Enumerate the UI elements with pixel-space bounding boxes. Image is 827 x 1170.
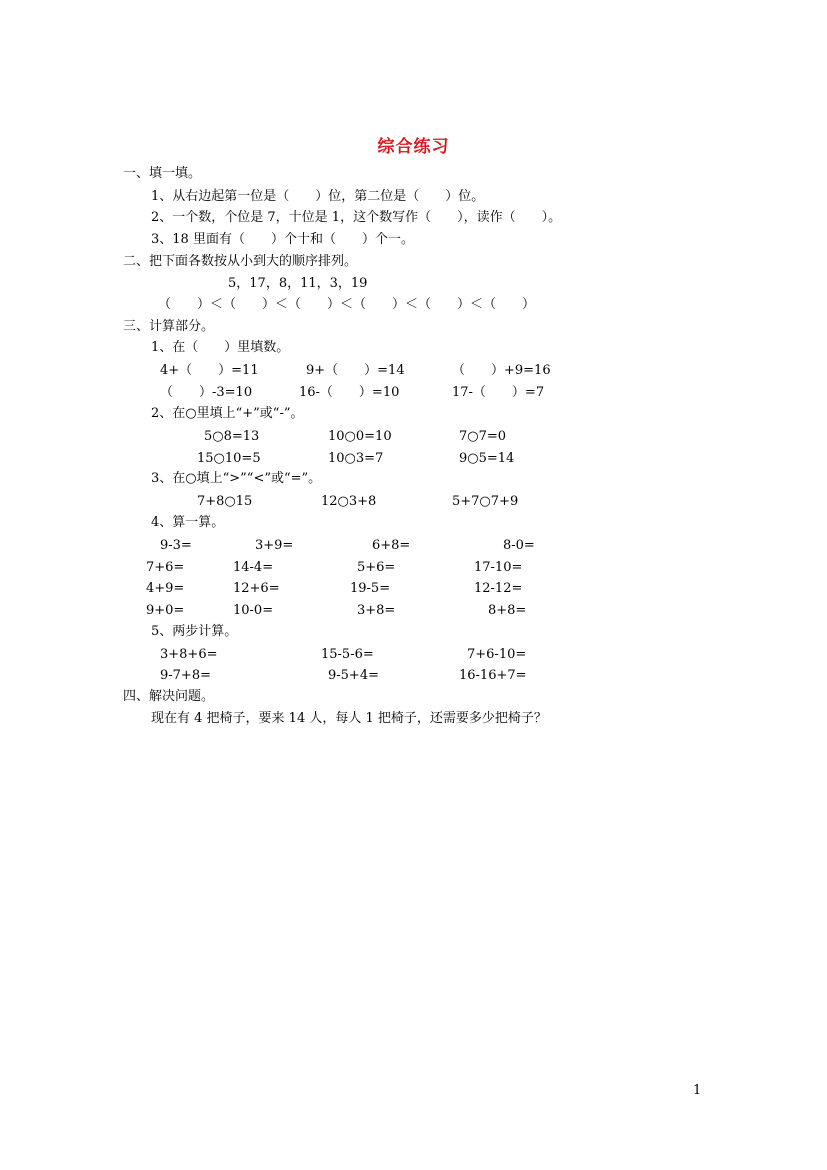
s3-p3-item: 12○3+8	[321, 494, 377, 509]
s3-p2-item: 10○3=7	[328, 451, 384, 466]
page-number: 1	[693, 1083, 702, 1098]
s3-p4-item: 9-3=	[160, 538, 192, 553]
s1-question-2: 2、一个数，个位是 7，十位是 1，这个数写作（ ），读作（ ）。	[151, 210, 562, 225]
s3-p1-item: 9+（ ）=14	[306, 363, 405, 378]
s3-p4-item: 3+9=	[255, 538, 294, 553]
s3-part-2-heading: 2、在○里填上“+”或“-”。	[151, 406, 304, 421]
s3-p2-item: 10○0=10	[328, 429, 392, 444]
s3-p3-item: 7+8○15	[197, 494, 253, 509]
s3-p5-item: 15-5-6=	[321, 647, 374, 662]
s3-part-4-heading: 4、算一算。	[151, 515, 225, 530]
s3-p1-item: 4+（ ）=11	[160, 363, 259, 378]
s3-p4-item: 14-4=	[233, 560, 274, 575]
s3-p5-item: 9-5+4=	[328, 668, 379, 683]
s3-p4-item: 7+6=	[146, 560, 185, 575]
s3-p4-item: 8+8=	[488, 603, 527, 618]
s3-p4-item: 12-12=	[474, 581, 523, 596]
s3-p1-item: （ ）+9=16	[452, 363, 551, 378]
section-1-heading: 一、填一填。	[123, 166, 202, 181]
s1-question-1: 1、从右边起第一位是（ ）位，第二位是（ ）位。	[151, 189, 485, 204]
section-3-heading: 三、计算部分。	[123, 319, 215, 334]
s1-question-3: 3、18 里面有（ ）个十和（ ）个一。	[151, 232, 414, 247]
s4-question-1: 现在有 4 把椅子，要来 14 人，每人 1 把椅子，还需要多少把椅子？	[151, 711, 547, 726]
s3-part-5-heading: 5、两步计算。	[151, 624, 238, 639]
s2-numbers: 5，17，8，11，3，19	[228, 276, 368, 291]
s3-p2-item: 7○7=0	[459, 429, 507, 444]
document-title: 综合练习	[377, 137, 450, 157]
s3-p1-item: （ ）-3=10	[160, 385, 253, 400]
s3-p4-item: 9+0=	[146, 603, 185, 618]
s3-p4-item: 5+6=	[357, 560, 396, 575]
s2-blanks: （ ）＜（ ）＜（ ）＜（ ）＜（ ）＜（ ）	[158, 297, 536, 312]
s3-p3-item: 5+7○7+9	[452, 494, 519, 509]
s3-p5-item: 3+8+6=	[160, 647, 218, 662]
s3-p4-item: 6+8=	[372, 538, 411, 553]
section-4-heading: 四、解决问题。	[123, 689, 215, 704]
s3-part-1-heading: 1、在（ ）里填数。	[151, 340, 290, 355]
s3-p2-item: 5○8=13	[204, 429, 260, 444]
s3-p4-item: 4+9=	[146, 581, 185, 596]
s3-p5-item: 7+6-10=	[467, 647, 527, 662]
s3-p4-item: 8-0=	[503, 538, 535, 553]
s3-p2-item: 9○5=14	[459, 451, 515, 466]
s3-p4-item: 10-0=	[233, 603, 274, 618]
s3-p4-item: 19-5=	[350, 581, 391, 596]
s3-p2-item: 15○10=5	[197, 451, 261, 466]
s3-p5-item: 16-16+7=	[459, 668, 527, 683]
s3-part-3-heading: 3、在○填上“>”“<”或“=”。	[151, 471, 322, 486]
s3-p1-item: 16-（ ）=10	[299, 385, 400, 400]
s3-p4-item: 12+6=	[233, 581, 280, 596]
s3-p5-item: 9-7+8=	[160, 668, 211, 683]
s3-p4-item: 17-10=	[474, 560, 523, 575]
s3-p1-item: 17-（ ）=7	[452, 385, 545, 400]
section-2-heading: 二、把下面各数按从小到大的顺序排列。	[123, 254, 358, 269]
s3-p4-item: 3+8=	[357, 603, 396, 618]
